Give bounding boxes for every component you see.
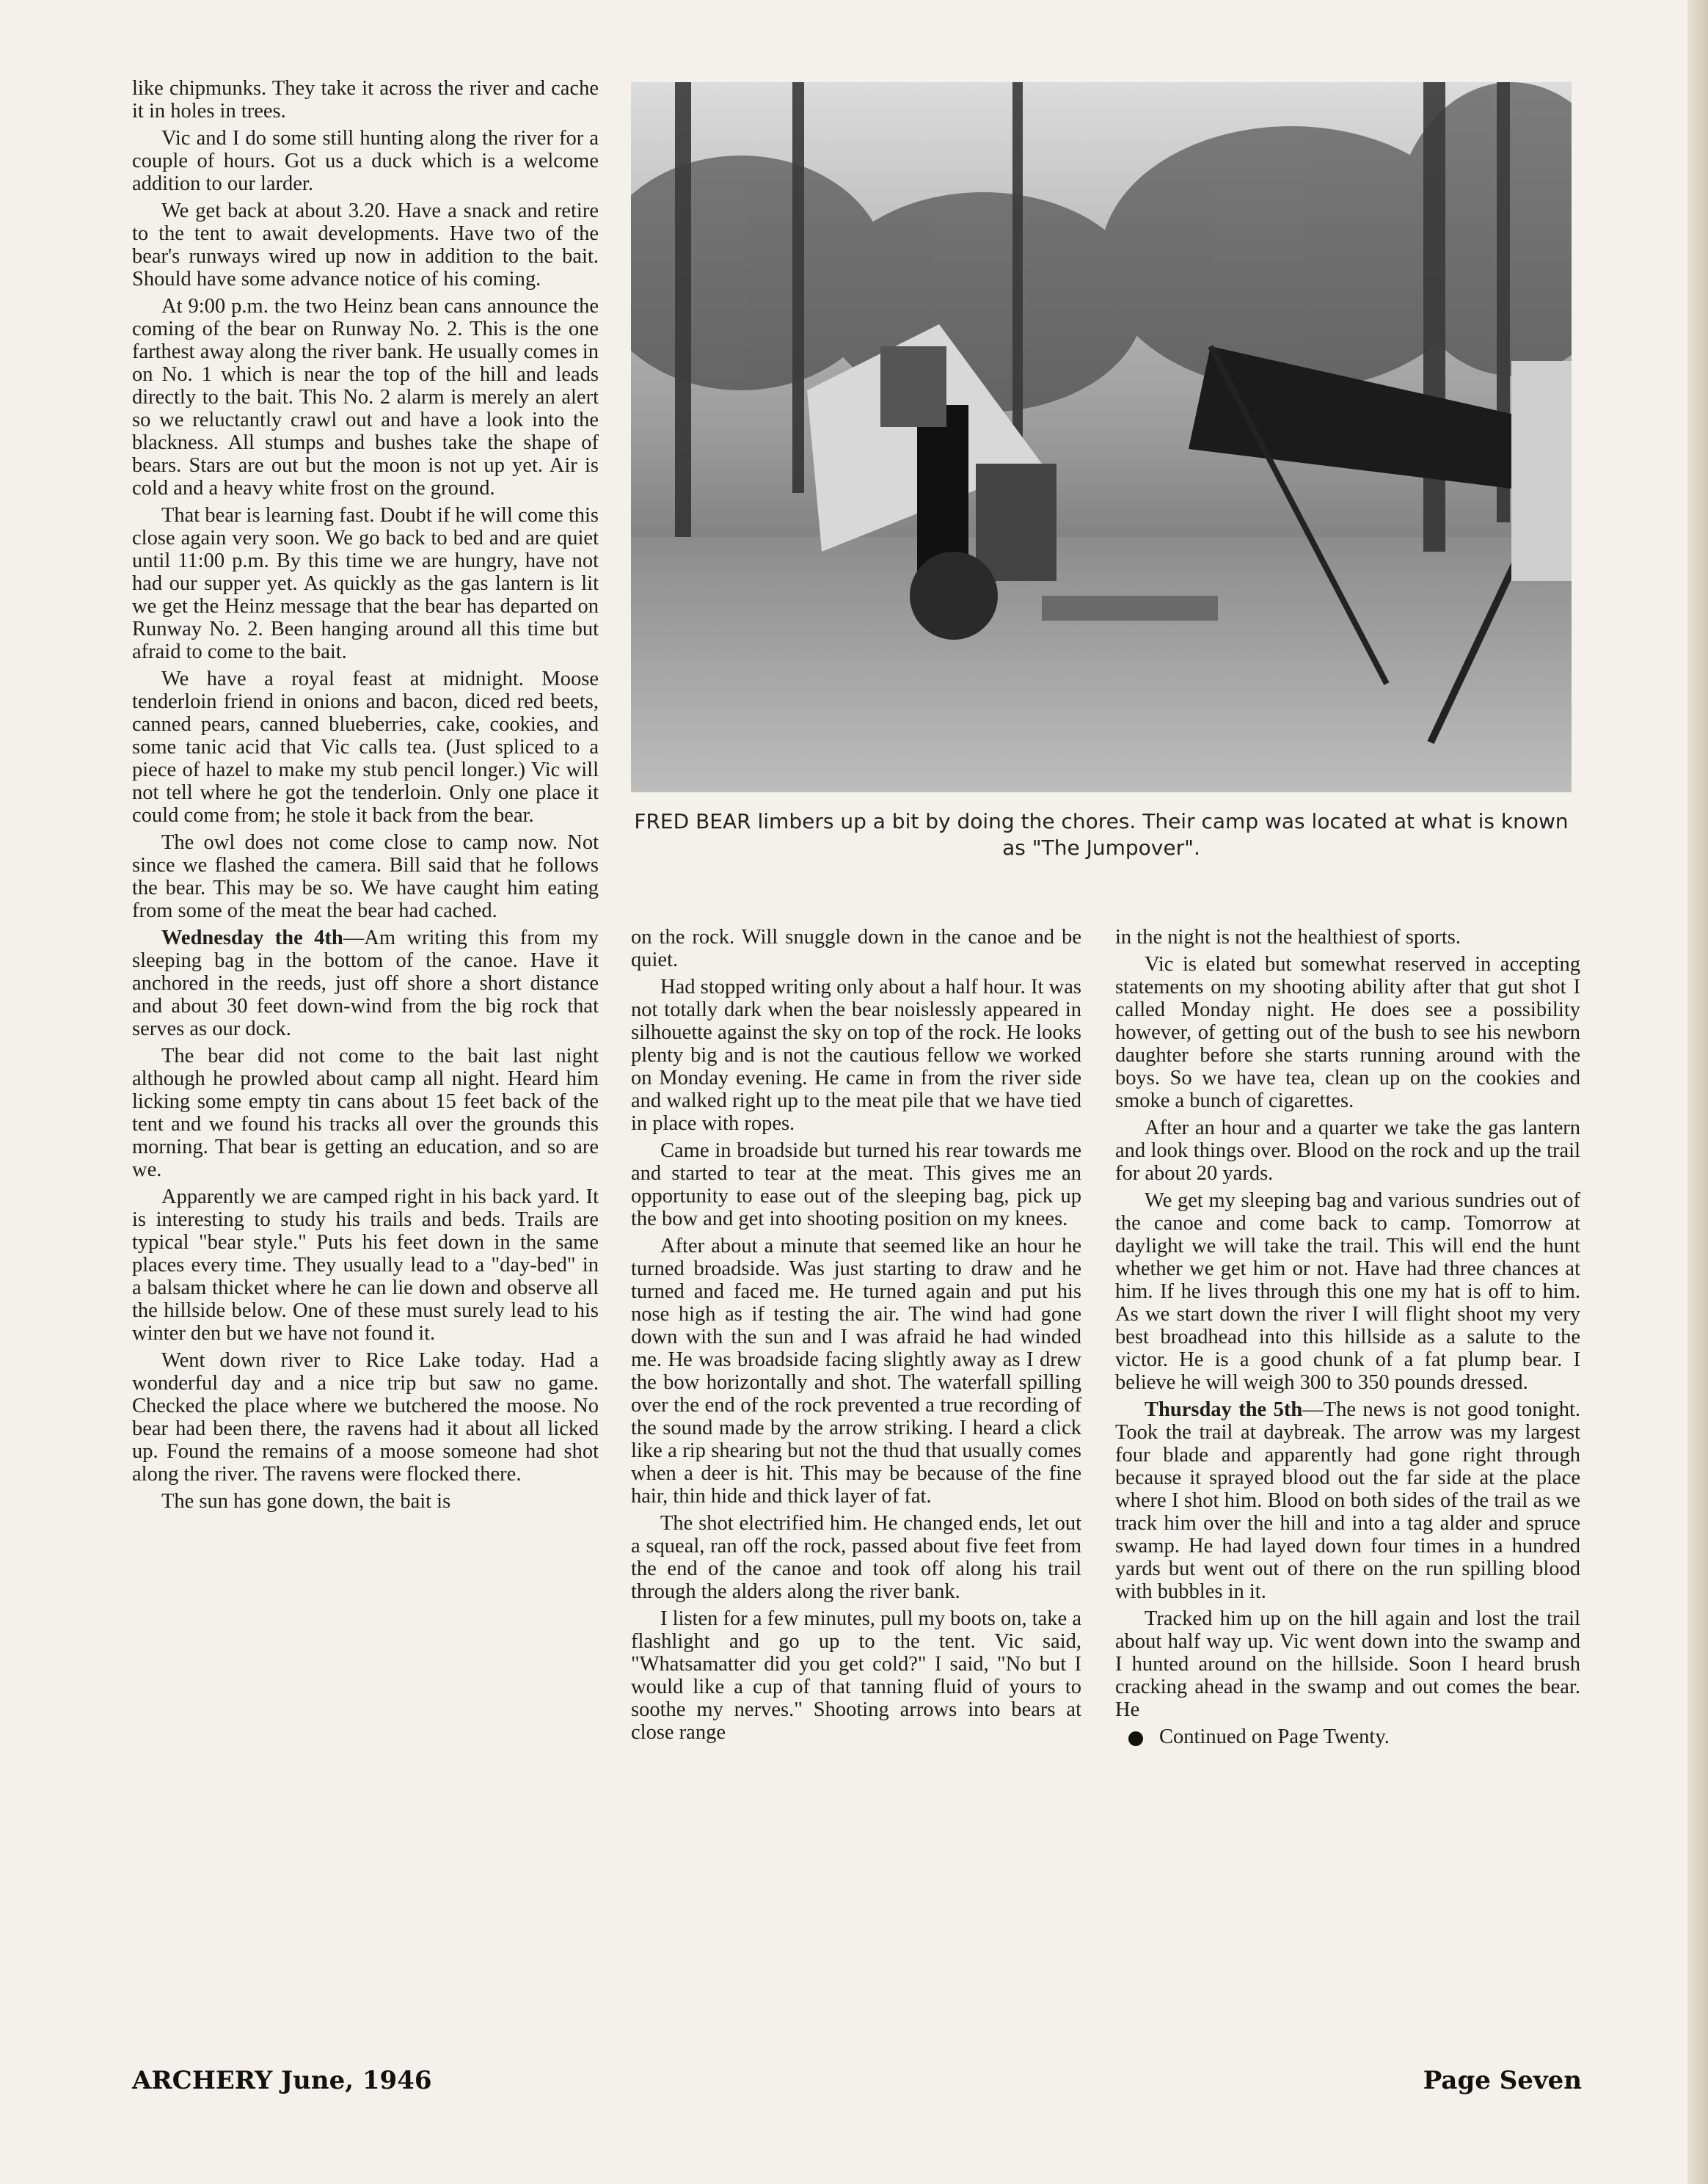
paragraph <box>132 127 599 195</box>
bullet-dot-icon <box>1128 1731 1143 1746</box>
article-column-3 <box>1115 926 1580 1753</box>
paragraph <box>631 1607 1081 1744</box>
paragraph <box>132 200 599 291</box>
footer-publication: ARCHERY June, 1946 <box>132 2066 432 2095</box>
paragraph <box>132 504 599 663</box>
continued-note <box>1115 1725 1580 1748</box>
paragraph-text: At 9:00 p.m. the two Heinz bean cans announce the coming of the bear on Runway No. 2. This is the one farthest away along the river bank. He usually comes in on No. 1 which is near the top of the hill and leads directly to the bait. This No. 2 alarm is merely an alert so we reluctantly crawl out and have a look into the blackness. All stumps and bushes take the shape of bears. Stars are out but the moon is not up yet. Air is cold and a heavy white frost on the ground. <box>132 295 599 500</box>
paragraph <box>1115 926 1580 949</box>
paragraph <box>1115 1607 1580 1721</box>
paragraph-text: Came in broadside but turned his rear towards me and started to tear at the meat. This gives me an opportunity to ease out of the sleeping bag, pick up the bow and get into shooting position on my knees. <box>631 1139 1081 1230</box>
paragraph-text: That bear is learning fast. Doubt if he will come this close again very soon. We go back to bed and are quiet until 11:00 p.m. By this time we are hungry, have not had our supper yet. As quickly as the gas lantern is lit we get the Heinz message that the bear has departed on Runway No. 2. Been hanging around all this time but afraid to come to the bait. <box>132 504 599 663</box>
paragraph <box>132 668 599 827</box>
continued-text: Continued on Page Twenty. <box>1159 1725 1390 1748</box>
paragraph-text: We get my sleeping bag and various sundries out of the canoe and come back to camp. Tomorrow at daylight we will take the trail. This will end the hunt whether we get him or not. Have had three chances at him. If he lives through this one my hat is off to him. As we start down the river I will flight shoot my very best broadhead into this hillside as a salute to the victor. He is a good chunk of a fat plump bear. I believe he will weigh 300 to 350 pounds dressed. <box>1115 1189 1580 1394</box>
paragraph-text: We have a royal feast at midnight. Moose tenderloin friend in onions and bacon, diced red beets, canned pears, canned blueberries, cake, cookies, and some tanic acid that Vic calls tea. (Just spliced to a piece of hazel to make my stub pencil longer.) Vic will not tell where he got the tenderloin. Only one place it could come from; he stole it back from the bear. <box>132 668 599 827</box>
paragraph <box>631 1512 1081 1603</box>
paragraph <box>132 1186 599 1345</box>
paragraph-text: The sun has gone down, the bait is <box>161 1490 451 1513</box>
paragraph-text: Vic and I do some still hunting along the river for a couple of hours. Got us a duck which is a welcome addition to our larder. <box>132 127 599 195</box>
paragraph-text: We get back at about 3.20. Have a snack and retire to the tent to await developments. Have two of the bear's runways wired up now in addition to the bait. Should have some advance notice of his coming. <box>132 200 599 291</box>
paragraph-text: like chipmunks. They take it across the river and cache it in holes in trees. <box>132 77 599 123</box>
article-column-2 <box>631 926 1081 1748</box>
paragraph-text: Tracked him up on the hill again and lost the trail about half way up. Vic went down into the swamp and I hunted around on the hillside. Soon I heard brush cracking ahead in the swamp and out comes the bear. He <box>1115 1607 1580 1721</box>
paragraph-text: After about a minute that seemed like an hour he turned broadside. Was just starting to draw and he turned and faced me. He turned again and put his nose high as if testing the air. The wind had gone down with the sun and I was afraid he had winded me. He was broadside facing slightly away as I drew the bow horizontally and shot. The waterfall spilling over the end of the rock prevented a true recording of the sound made by the arrow striking. I heard a click like a rip shearing but not the thud that usually comes when a deer is hit. This may be because of the fine hair, thin hide and thick layer of fat. <box>631 1235 1081 1508</box>
page-edge <box>1687 0 1708 2184</box>
paragraph <box>132 1490 599 1513</box>
paragraph-text: Vic is elated but somewhat reserved in accepting statements on my shooting ability after that gut shot I called Monday night. He does see a possibility however, of getting out of the bush to see his newborn daughter before she starts running around with the boys. So we have tea, clean up on the cookies and smoke a bunch of cigarettes. <box>1115 953 1580 1112</box>
paragraph-text: Had stopped writing only about a half hour. It was not totally dark when the bear noislessly appeared in silhouette against the sky on top of the rock. He looks plenty big and is not the cautious fellow we worked on Monday evening. He came in from the river side and walked right up to the meat pile that we have tied in place with ropes. <box>631 976 1081 1135</box>
paragraph-text: —Am writing this from my sleeping bag in the bottom of the canoe. Have it anchored in the reeds, just off shore a short distance and about 30 feet down-wind from the big rock that serves as our dock. <box>132 927 599 1040</box>
article-column-1 <box>132 77 599 1517</box>
paragraph-text: I listen for a few minutes, pull my boots on, take a flashlight and go up to the tent. Vic said, "Whatsamatter did you get cold?" I said, "No but I would like a cup of that tanning fluid of yours to soothe my nerves." Shooting arrows into bears at close range <box>631 1607 1081 1744</box>
paragraph <box>1115 1117 1580 1185</box>
paragraph <box>132 1045 599 1181</box>
paragraph-text: —The news is not good tonight. Took the trail at daybreak. The arrow was my largest four blade and apparently had gone right through because it sprayed blood out the far side at the place where I shot him. Blood on both sides of the trail as we track him over the hill and into a tag alder and spruce swamp. He had layed down four times in a hundred yards but went out of there on the run spilling blood with bubbles in it. <box>1115 1398 1580 1603</box>
paragraph <box>631 926 1081 971</box>
camp-photo <box>631 82 1572 792</box>
footer-page-number: Page Seven <box>1423 2066 1582 2095</box>
paragraph-text: The bear did not come to the bait last night although he prowled about camp all night. Heard him licking some empty tin cans about 15 feet back of the tent and we found his tracks all over the grounds this morning. That bear is getting an education, and so are we. <box>132 1045 599 1181</box>
dateline: Thursday the 5th <box>1145 1398 1303 1421</box>
paragraph <box>631 1235 1081 1508</box>
paragraph <box>1115 953 1580 1112</box>
paragraph-text: The owl does not come close to camp now. Not since we flashed the camera. Bill said that he follows the bear. This may be so. We have caught him eating from some of the meat the bear had cached. <box>132 831 599 922</box>
paragraph-text: After an hour and a quarter we take the gas lantern and look things over. Blood on the rock and up the trail for about 20 yards. <box>1115 1117 1580 1185</box>
photo-caption: FRED BEAR limbers up a bit by doing the chores. Their camp was located at what is known as "The Jumpover". <box>634 809 1569 860</box>
paragraph <box>1115 1189 1580 1394</box>
dateline: Wednesday the 4th <box>161 927 343 949</box>
paragraph-text: The shot electrified him. He changed ends, let out a squeal, ran off the rock, passed about five feet from the end of the canoe and took off along his trail through the alders along the river bank. <box>631 1512 1081 1603</box>
paragraph <box>132 927 599 1040</box>
paragraph <box>631 1139 1081 1230</box>
paragraph-text: Apparently we are camped right in his back yard. It is interesting to study his trails and beds. Trails are typical "bear style." Puts his feet down in the same places every time. They usually lead to a "day-bed" in a balsam thicket where he can lie down and observe all the hillside below. One of these must surely lead to his winter den but we have not found it. <box>132 1186 599 1345</box>
paragraph <box>132 295 599 500</box>
paragraph-text: Went down river to Rice Lake today. Had a wonderful day and a nice trip but saw no game. Checked the place where we butchered the moose. No bear had been there, the ravens had it about all licked up. Found the remains of a moose someone had shot along the river. The ravens were flocked there. <box>132 1349 599 1486</box>
paragraph-text: on the rock. Will snuggle down in the canoe and be quiet. <box>631 926 1081 971</box>
paragraph <box>631 976 1081 1135</box>
paragraph <box>1115 1398 1580 1603</box>
paragraph <box>132 1349 599 1486</box>
paragraph <box>132 77 599 123</box>
paragraph-text: in the night is not the healthiest of sports. <box>1115 926 1461 949</box>
paragraph <box>132 831 599 922</box>
